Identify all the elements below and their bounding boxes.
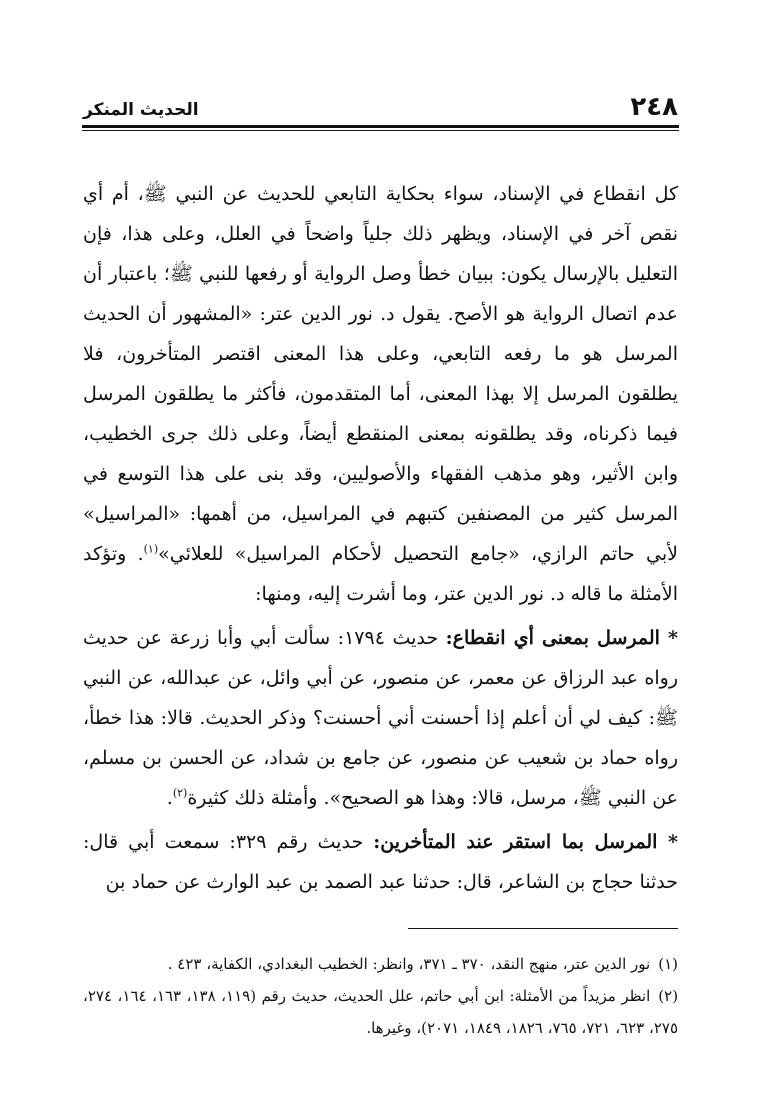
paragraph-intro [83,174,678,614]
footnotes [83,948,678,1044]
page-header [83,86,678,122]
main-text [83,174,678,902]
example-heading-1: * المرسل بمعنى أي انقطاع: [445,627,678,649]
header-rule-thin [82,130,679,131]
paragraph-example-1 [83,618,678,818]
footnote-ref-1[interactable]: (١) [143,542,159,556]
paragraph-text: كل انقطاع في الإسناد، سواء بحكاية التابعي للحديث عن النبي ﷺ، أم أي نقص آخر في الإسناد، ويظهر ذلك جلياً واضحاً في العلل، وعلى هذا، فإن التعليل بالإرسال يكون: ببيان خطأ وصل الرواية أو رفعها للنبي ﷺ؛ باعتبار أن عدم اتصال الرواية هو الأصح. يقول د. نور الدين عتر: «المشهور أن الحديث المرسل هو ما رفعه التابعي، وعلى هذا المعنى اقتصر المتأخرون، فلا يطلقون المرسل إلا بهذا المعنى، أما المتقدمون، فأكثر ما يطلقون المرسل فيما ذكرناه، وقد يطلقونه بمعنى المنقطع أيضاً، وعلى ذلك جرى الخطيب، وابن الأثير، وهو مذهب الفقهاء والأصوليين، وقد بنى على هذا التوسع في المرسل كثير من المصنفين كتبهم في المراسيل، من أهمها: «المراسيل» لأبي حاتم الرازي، «جامع التحصيل لأحكام المراسيل» للعلائي» [83,183,678,565]
page-number: ٢٤٨ [630,92,678,122]
footnote-number: (٢) [658,987,679,1005]
footnote-text: نور الدين عتر، منهج النقد، ٣٧٠ ـ ٣٧١، وانظر: الخطيب البغدادي، الكفاية، ٤٢٣ . [167,955,651,973]
footnote-text: انظر مزيداً من الأمثلة: ابن أبي حاتم، علل الحديث، حديث رقم (١١٩، ١٣٨، ١٦٣، ١٦٤، ٢٧٤، ٢٧٥، ٦٢٣، ٧٢١، ٧٦٥، ١٨٢٦، ١٨٤٩، ٢٠٧١)، وغيرها. [83,987,678,1037]
example-heading-2: * المرسل بما استقر عند المتأخرين: [373,831,678,853]
footnote-number: (١) [658,955,678,973]
footnote [83,980,678,1044]
example-text-2: حديث رقم ٣٢٩: سمعت أبي قال: حدثنا حجاج بن الشاعر، قال: حدثنا عبد الصمد بن عبد الوارث عن حماد بن [83,831,678,893]
footnote-separator [408,928,678,929]
running-title: الحديث المنكر [83,100,199,120]
paragraph-example-2 [83,822,678,902]
header-rule [82,125,679,128]
footnote [83,948,678,980]
footnote-ref-2[interactable]: (٢) [172,786,188,800]
example-text-1-end: . [166,787,173,809]
example-text-1: حديث ١٧٩٤: سألت أبي وأبا زرعة عن حديث رواه عبد الرزاق عن معمر، عن منصور، عن أبي وائل، عن عبدالله، عن النبي ﷺ: كيف لي أن أعلم إذا أحسنت أني أحسنت؟ وذكر الحديث. قالا: هذا خطأ، رواه حماد بن شعيب عن منصور، عن جامع بن شداد، عن الحسن بن مسلم، عن النبي ﷺ، مرسل، قالا: وهذا هو الصحيح». وأمثلة ذلك كثيرة [83,627,678,809]
paragraph-text-tail: . وتؤكد الأمثلة ما قاله د. نور الدين عتر، وما أشرت إليه، ومنها: [83,543,678,605]
